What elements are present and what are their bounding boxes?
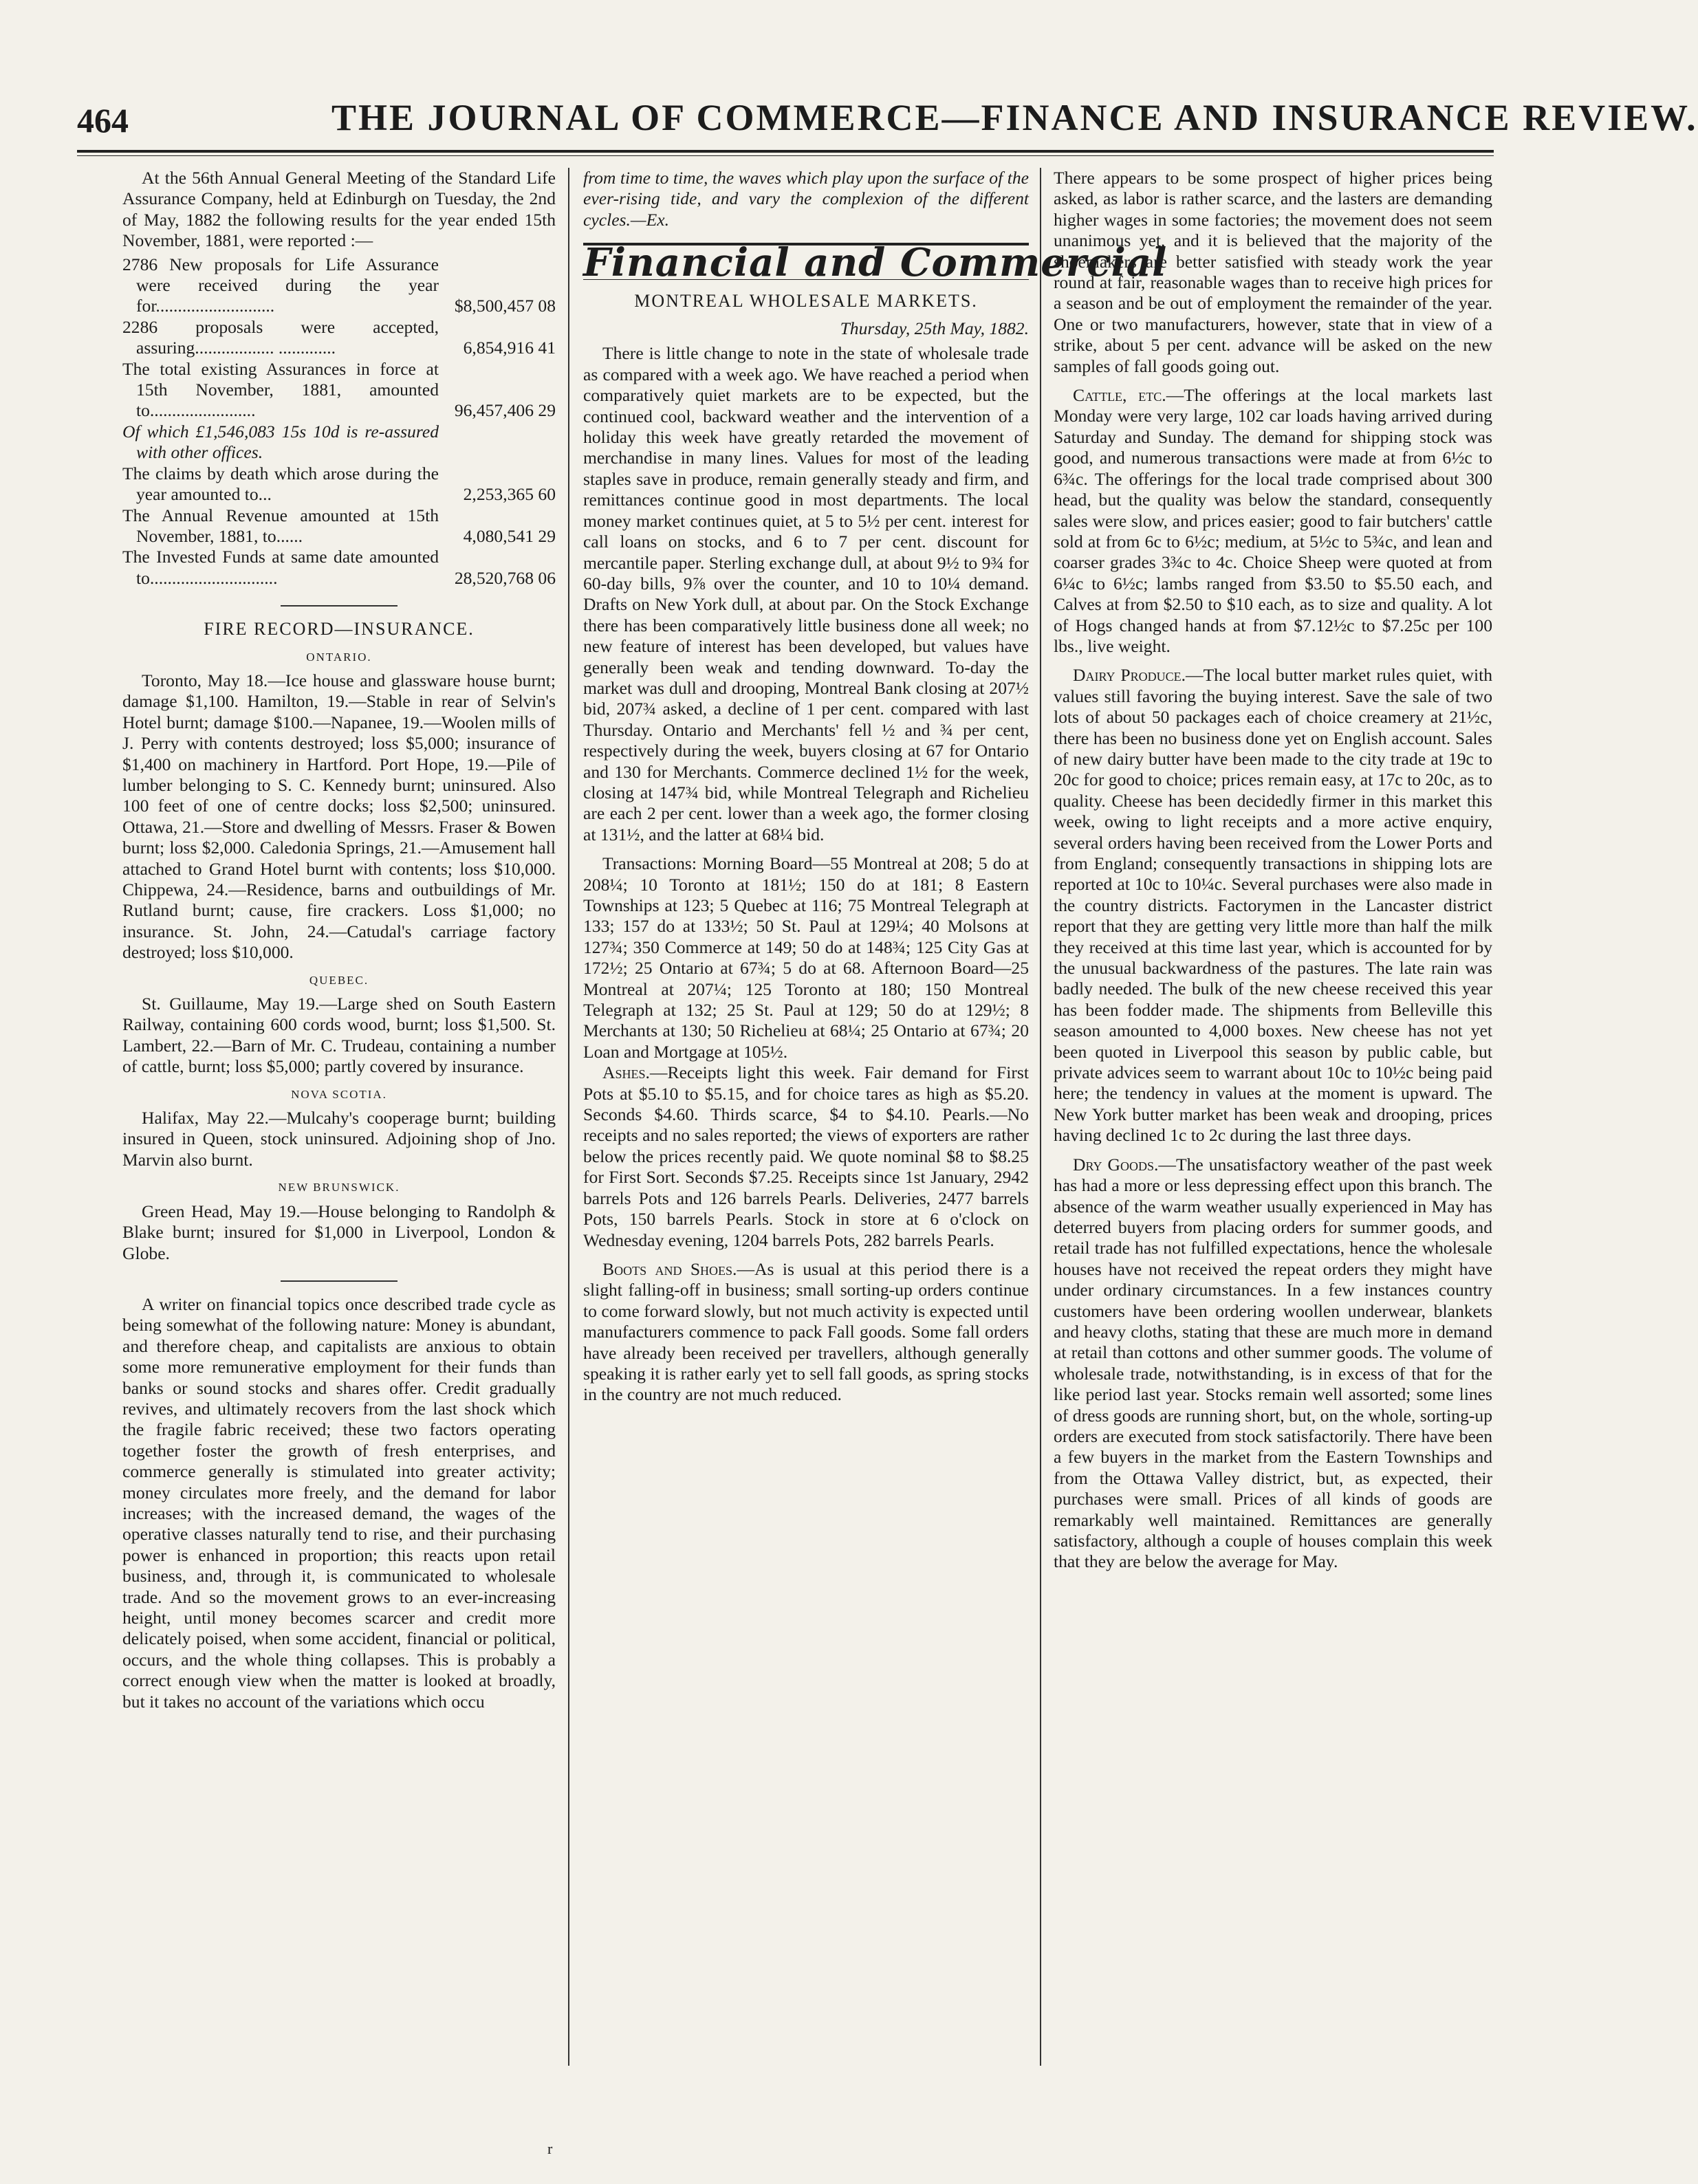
column-3 <box>1054 168 1492 2141</box>
running-title: THE JOURNAL OF COMMERCE—FINANCE AND INSURANCE REVIEW. <box>331 97 1698 138</box>
markets-title: MONTREAL WHOLESALE MARKETS. <box>634 290 978 311</box>
figure-row: 2286 proposals were accepted, assuring.................. ............. 6,854,916 41 <box>122 316 556 358</box>
province-heading-new-brunswick: NEW BRUNSWICK. <box>278 1181 400 1194</box>
cattle-report: Cattle, etc.—The offerings at the local markets last Monday were very large, 102 car loads having arrived during Saturday and Sunday. The demand for shipping stock was good, and numerous transactions were made at from 6½c to 6¾c. The offerings for the local trade comprised about 300 head, but the quality was below the standard, consequently sales were slow, and prices easier; good to fair butchers' cattle sold at from 6c to 6½c; medium, at 5½c to 5¾c, and lean and coarser grades 3¾c to 4c. Choice Sheep were quoted at from 6¼c to 6½c; lambs ranged from $3.50 to $5.50 each, and Calves at from $2.50 to $10 each, as to size and quality. A lot of Hogs changed hands at from $7.12½c to $7.25c per 100 lbs., live weight. <box>1054 385 1492 656</box>
markets-dateline: Thursday, 25th May, 1882. <box>840 318 1029 339</box>
column-divider-2 <box>1040 168 1041 2066</box>
boots-shoes-report: Boots and Shoes.—As is usual at this period there is a slight falling-off in business; small sorting-up orders continue to come forward slowly, but not much activity is expected until manufacturers commence to pack Fall goods. Some fall orders have already been received per travellers, although generally speaking it is rather early yet to sell fall goods, as spring stocks in the country are not much reduced. <box>583 1258 1030 1405</box>
footer-mark: r <box>547 2140 553 2157</box>
standard-life-figures <box>122 254 556 589</box>
province-heading-quebec: QUEBEC. <box>309 973 369 987</box>
trade-cycle-article: A writer on financial topics once described trade cycle as being somewhat of the following nature: Money is abundant, and therefore cheap, and capitalists are anxious to obtain some more remunerative employment for their funds than banks or sound stocks and shares offer. Credit gradually revives, and ultimately recovers from the last shock which the fragile fabric received; these two factors operating together foster the growth of fresh enterprises, and commerce generally is stimulated into greater activity; money circulates more freely, and the demand for labor increases; with the increased demand, the wages of the operative classes naturally tend to rise, and their purchasing power is enhanced in proportion; this reacts upon retail business, and, through it, is communicated to wholesale trade. And so the movement grows to an ever-increasing height, until money becomes scarcer and credit more delicately poised, when some accident, financial or political, occurs, and the whole thing collapses. This is probably a correct enough view when the matter is looked at broadly, but it takes no account of the variations which occu <box>122 1293 556 1712</box>
figure-row: The Invested Funds at same date amounted to............................. 28,520,768 06 <box>122 547 556 588</box>
dry-goods-report: Dry Goods.—The unsatisfactory weather of the past week has had a more or less depressing effect upon this branch. The absence of the warm weather usually experienced in May has deterred buyers from placing orders for summer goods, and retail trade has not fulfilled expectations, hence the wholesale houses have not received the repeat orders they might have under ordinary circumstances. In a few instances country customers have been ordering woollen underwear, blankets and heavy cloths, stating that these are much more in demand at retail than cottons and other summer goods. The volume of wholesale trade, notwithstanding, is in excess of that for the like period last year. Stocks remain well assorted; some lines of dress goods are running short, but, on the whole, sorting-up orders are executed from stock satisfactorily. There have been a few buyers in the market from the Eastern Townships and from the Ottawa Valley district, but, as expected, their purchases were small. Prices of all kinds of goods are remarkably well maintained. Remittances are generally satisfactory, although a couple of houses complain this week that they are below the average for May. <box>1054 1154 1492 1572</box>
section-separator <box>281 605 398 607</box>
cattle-label: Cattle, etc. <box>1073 385 1166 406</box>
fire-record-title: FIRE RECORD—INSURANCE. <box>204 619 475 640</box>
province-heading-ontario: ONTARIO. <box>306 650 372 664</box>
column-1 <box>122 168 556 2141</box>
column-divider-1 <box>568 168 569 2066</box>
dairy-produce-report: Dairy Produce.—The local butter market rules quiet, with values still favoring the buying interest. Save the sale of two lots of about 50 packages each of choice creamery at 21½c, there has been no business done yet on English account. Sales of new dairy butter have been made to the city trade at 19c to 20c for good to choice; prices remain easy, at 17c to 20c, as to quality. Cheese has been decidedly firmer in this market this week, owing to light receipts and a more active enquiry, several orders having been received from the Lower Ports and from England; consequently transactions in shipping lots are reported at 10c to 10¼c. Several purchases were also made in the country districts. Factorymen in the Lancaster district report that they are getting very little more than half the milk they received at this time last year, which is accounted for by the unusual backwardness of the pastures. The late rain was badly needed. The bulk of the new cheese received this year has been fodder made. The shipments from Belleville this season amounted to 4,000 boxes. New cheese has not yet been quoted in Liverpool this season by public cable, but private advices seem to warrant about 10c to 10½c being paid here; the tendency in values at the moment is upward. The New York butter market has been weak and drooping, prices having declined 1c to 2c during the last three days. <box>1054 665 1493 1146</box>
figure-row: The Annual Revenue amounted at 15th November, 1881, to...... 4,080,541 29 <box>122 505 556 546</box>
ashes-report: Ashes.—Receipts light this week. Fair demand for First Pots at $5.10 to $5.15, and for choice tares as high as $5.20. Seconds $4.60. Thirds scarce, $4 to $4.10. Pearls.—No receipts and no sales reported; the views of exporters are rather below the prices recently paid. We quote nominal $8 to $8.25 for First Sort. Seconds $7.25. Receipts since 1st January, 2942 barrels Pots and 126 barrels Pearls. Deliveries, 2477 barrels Pots, 150 barrels Pearls. Stock in store at 6 o'clock on Wednesday evening, 1204 barrels Pots, 282 barrels Pearls. <box>583 1062 1029 1250</box>
trade-cycle-continuation: from time to time, the waves which play upon the surface of the ever-rising tide, and vary the complexion of the different cycles.—Ex. <box>583 168 1029 230</box>
page-number: 464 <box>77 101 129 140</box>
section-separator <box>281 1280 398 1282</box>
header-rule <box>77 150 1494 153</box>
markets-intro: There is little change to note in the state of wholesale trade as compared with a week ago. We have reached a period when comparatively quiet markets are to be expected, but the continued cool, backward weather and the intervention of a holiday this week have greatly retarded the movement of merchandise in many lines. Values for most of the leading staples save in produce, remain generally steady and firm, and remittances continue good in most departments. The local money market continues quiet, at 5 to 5½ per cent. interest for call loans on stocks, and 6 to 7 per cent. discount for mercantile paper. Sterling exchange dull, at about 9½ to 9¾ for 60-day bills, 9⅞ over the counter, and 10 to 10¼ demand. Drafts on New York dull, at about par. On the Stock Exchange there has been comparatively little business done all week; no new feature of interest has been developed, but values have generally been weak and tending downward. To-day the market was dull and drooping, Montreal Bank closing at 207½ bid, 207¾ asked, a decline of 1 per cent. compared with last Thursday. Ontario and Merchants' fell ½ and ¾ per cent, respectively during the week, buyers closing at 67 for Ontario and 130 for Merchants. Commerce declined 1½ for the week, closing at 147¾ bid, while Montreal Telegraph and Richelieu are each 2 per cent. lower than a week ago, the former closing at 131½, and the latter at 68¼ bid. <box>583 343 1029 844</box>
nova-scotia-fire-report: Halifax, May 22.—Mulcahy's cooperage burnt; building insured in Queen, stock uninsured. Adjoining shop of Jno. Marvin also burnt. <box>122 1108 556 1170</box>
boots-shoes-label: Boots and Shoes. <box>602 1258 737 1279</box>
standard-life-intro: At the 56th Annual General Meeting of the Standard Life Assurance Company, held at Edinburgh on Tuesday, the 2nd of May, 1882 the following results for the year ended 15th November, 1881, were reported :— <box>122 168 556 251</box>
financial-commercial-masthead <box>583 240 1168 286</box>
quebec-fire-report: St. Guillaume, May 19.—Large shed on South Eastern Railway, containing 600 cords wood, burnt; loss $1,500. St. Lambert, 22.—Barn of Mr. C. Trudeau, containing a number of cattle, burnt; loss $5,000; partly covered by insurance. <box>122 994 556 1077</box>
stock-transactions: Transactions: Morning Board—55 Montreal at 208; 5 do at 208¼; 10 Toronto at 181½; 150 do at 181; 8 Eastern Townships at 123; 5 Quebec at 116; 75 Montreal Telegraph at 133; 157 do at 133½; 50 St. Paul at 129¼; 40 Molsons at 127¾; 350 Commerce at 149; 50 do at 148¾; 125 City Gas at 172½; 25 Ontario at 67¾; 5 do at 68. Afternoon Board—25 Montreal at 207¼; 125 Toronto at 180; 150 Montreal Telegraph at 132; 25 St. Paul at 129; 50 do at 129½; 8 Merchants at 130; 50 Richelieu at 68¼; 25 Ontario at 67¾; 20 Loan and Mortgage at 105½. <box>583 853 1029 1062</box>
dairy-label: Dairy Produce. <box>1073 665 1186 686</box>
figure-row: The total existing Assurances in force at 15th November, 1881, amounted to........................ 96,457,406 29 <box>122 358 556 421</box>
new-brunswick-fire-report: Green Head, May 19.—House belonging to Randolph & Blake burnt; insured for $1,000 in Liverpool, London & Globe. <box>122 1201 556 1263</box>
masthead-title: Financial and Commercial <box>583 240 1168 286</box>
ontario-fire-report: Toronto, May 18.—Ice house and glassware house burnt; damage $1,100. Hamilton, 19.—Stable in rear of Selvin's Hotel burnt; damage $100.—Napanee, 19.—Woolen mills of J. Perry with contents destroyed; loss $5,000; insurance of $1,400 on machinery in Hartford. Port Hope, 19.—Pile of lumber belonging to S. C. Kennedy burnt; uninsured. Also 100 feet of one of centre docks; loss $2,500; uninsured. Ottawa, 21.—Store and dwelling of Messrs. Fraser & Bowen burnt; loss $2,000. Caledonia Springs, 21.—Amusement hall attached to Grand Hotel burnt with contents; loss $10,000. Chippewa, 24.—Residence, barns and outbuildings of Mr. Rutland burnt; cause, fire crackers. Loss $1,000; no insurance. St. John, 24.—Catudal's carriage factory destroyed; loss $10,000. <box>122 670 556 963</box>
page-header <box>77 96 1698 144</box>
boots-shoes-continuation: There appears to be some prospect of higher prices being asked, as labor is rather scarce, and the lasters are demanding higher wages in some factories; the movement does not seem unanimous yet, and it is believed that the majority of the shoemakers are better satisfied with steady work the year round at fair, reasonable wages than to receive high prices for a season and be out of employment the remainder of the year. One or two manufacturers, however, state that in view of a strike, about 5 per cent. advance will be asked on the new samples of fall goods going out. <box>1054 168 1492 376</box>
ashes-label: Ashes. <box>602 1062 650 1083</box>
header-rule-thin <box>77 155 1494 156</box>
figure-row: The claims by death which arose during the year amounted to... 2,253,365 60 <box>122 463 556 505</box>
figure-row: 2786 New proposals for Life Assurance were received during the year for........................... $8,500,457 08 <box>122 254 556 316</box>
province-heading-nova-scotia: NOVA SCOTIA. <box>291 1087 387 1101</box>
dry-goods-label: Dry Goods. <box>1073 1154 1159 1175</box>
figure-row: Of which £1,546,083 15s 10d is re-assured with other offices. <box>122 421 439 463</box>
